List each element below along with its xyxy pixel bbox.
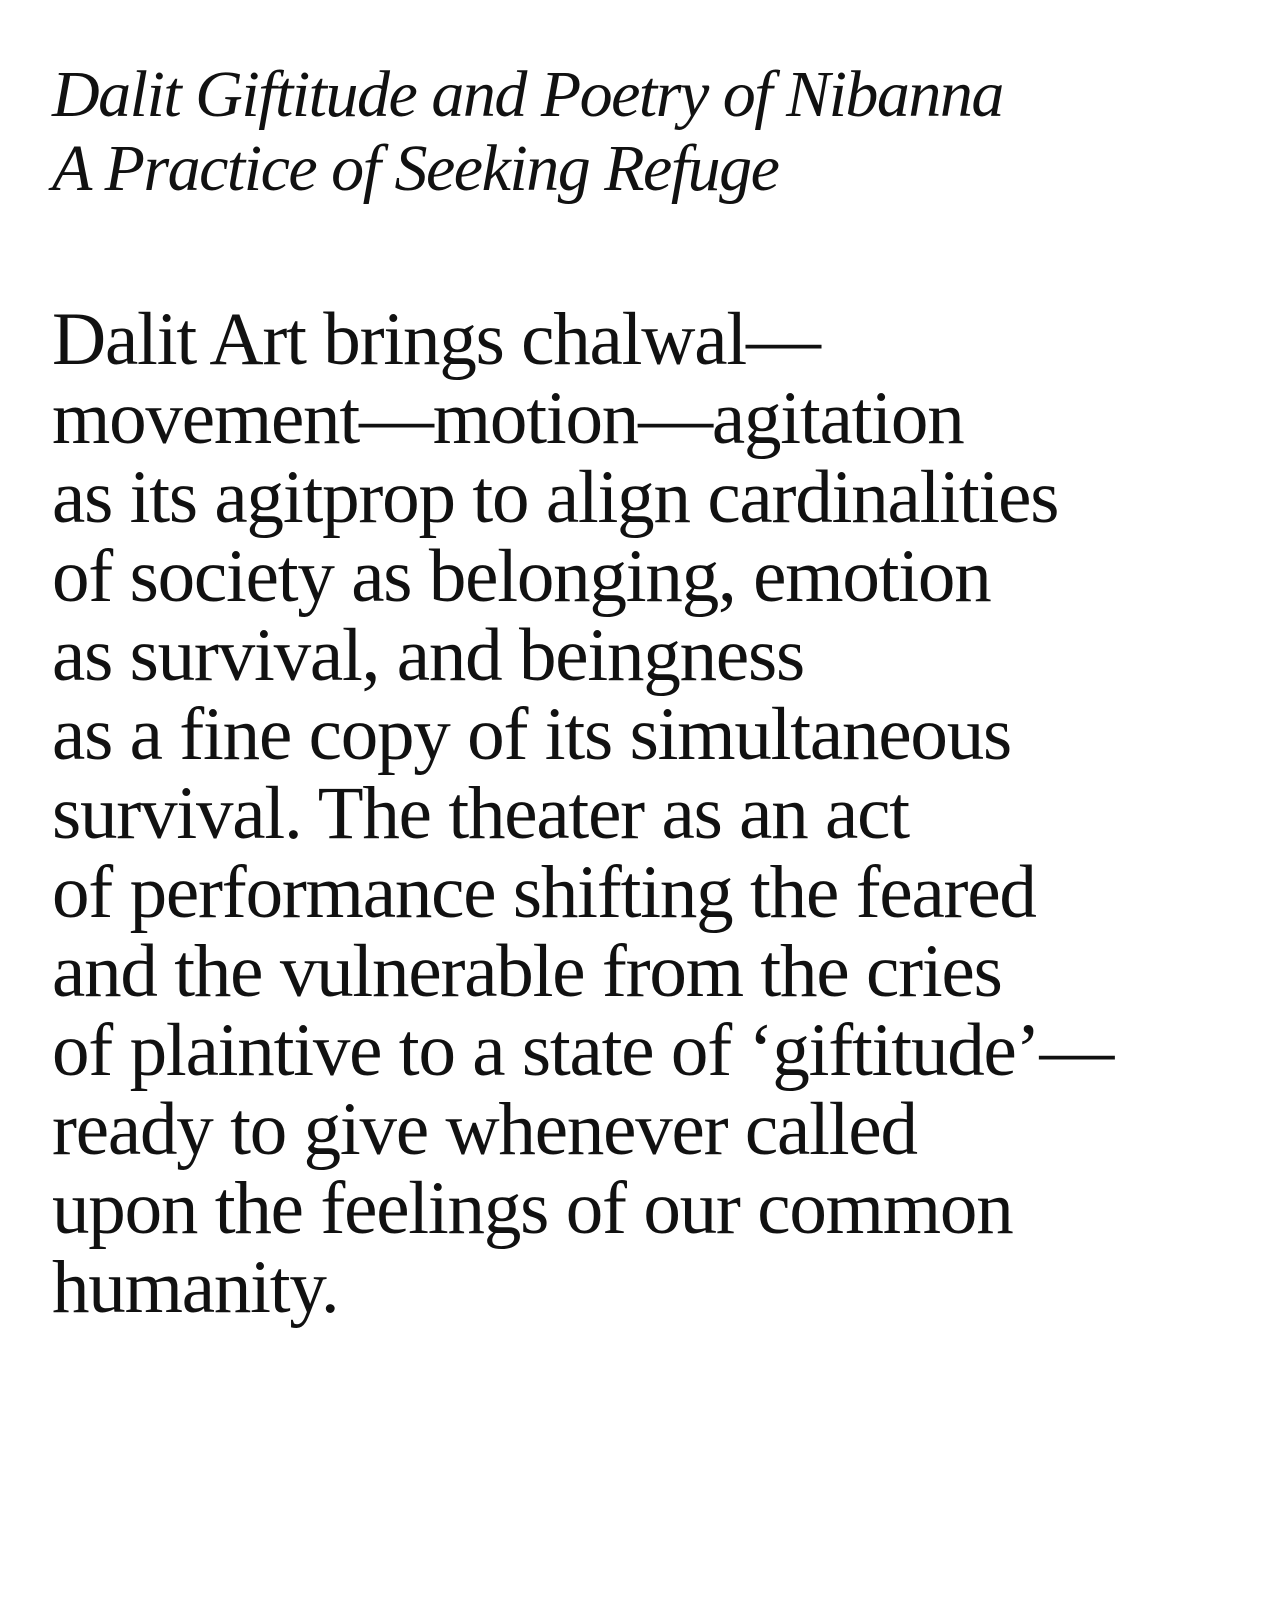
title-line-2: A Practice of Seeking Refuge [52,132,779,205]
body-line: movement—motion—agitation [52,377,964,460]
body-line: humanity. [52,1246,339,1329]
body-line: and the vulnerable from the cries [52,930,1002,1013]
body-line: survival. The theater as an act [52,772,909,855]
body-line: ready to give whenever called [52,1088,917,1171]
page-title [52,58,1232,206]
body-line: of plaintive to a state of ‘giftitude’— [52,1009,1114,1092]
body-text [52,300,1242,1327]
body-line: of society as belonging, emotion [52,535,991,618]
body-line: upon the feelings of our common [52,1167,1013,1250]
body-line: Dalit Art brings chalwal— [52,298,820,381]
body-line: of performance shifting the feared [52,851,1036,934]
body-line: as a fine copy of its simultaneous [52,693,1011,776]
body-line: as its agitprop to align cardinalities [52,456,1059,539]
title-line-1: Dalit Giftitude and Poetry of Nibanna [52,58,1003,131]
body-line: as survival, and beingness [52,614,804,697]
